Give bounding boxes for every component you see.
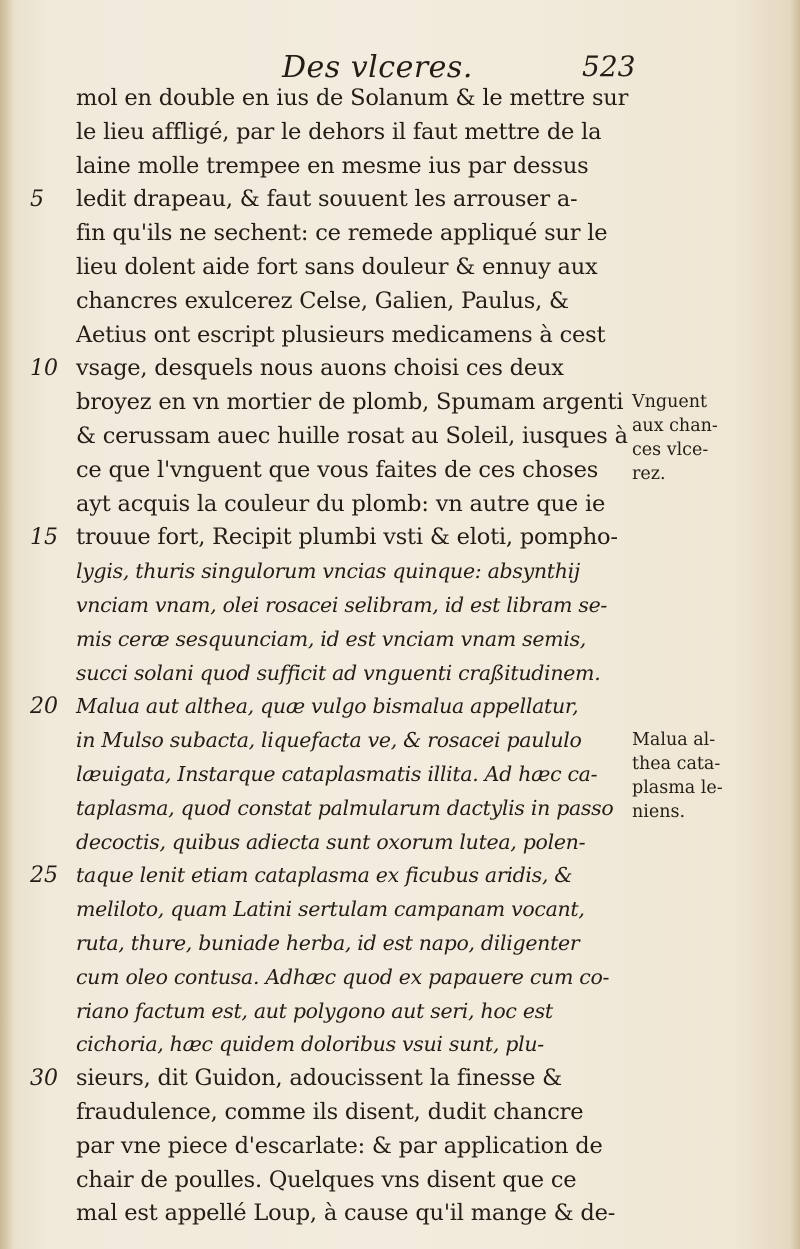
text-line: taplasma, quod constat palmularum dactylis in passo [76,795,614,820]
text-line: chair de poulles. Quelques vns disent que ce [76,1166,577,1193]
page-edge-left [0,0,14,1249]
line-number: 15 [30,525,58,551]
margin-note-line: ces vlce- [632,440,709,461]
margin-note-line: niens. [632,802,686,823]
text-line: ledit drapeau, & faut souuent les arrouser a- [76,186,578,213]
text-line: mol en double en ius de Solanum & le mettre sur [76,85,629,111]
text-line: cum oleo contusa. Adhæc quod ex papauere cum co- [76,964,610,989]
page-number: 523 [582,50,636,83]
text-line: Aetius ont escript plusieurs medicamens à cest [76,321,606,348]
page-header [0,44,800,84]
text-line: fin qu'ils ne sechent: ce remede appliqué sur le [76,220,608,247]
text-line: riano factum est, aut polygono aut seri, hoc est [76,998,553,1023]
text-line: le lieu affligé, par le dehors il faut mettre de la [76,118,602,145]
text-line: lygis, thuris singulorum vncias quinque: absynthij [76,559,580,584]
line-number: 5 [30,187,44,213]
text-line: fraudulence, comme ils disent, dudit chancre [76,1098,584,1125]
text-line: chancres exulcerez Celse, Galien, Paulus, & [76,287,569,314]
text-line: mis ceræ sesquunciam, id est vnciam vnam semis, [76,626,587,651]
line-number: 20 [30,694,58,720]
text-line: sieurs, dit Guidon, adoucissent la finesse & [76,1065,562,1092]
margin-note-line: plasma le- [632,778,723,799]
text-line: ruta, thure, buniade herba, id est napo, diligenter [76,930,580,955]
text-line: ayt acquis la couleur du plomb: vn autre que ie [76,490,606,517]
text-line: læuigata, Instarque cataplasmatis illita. Ad hæc ca- [76,761,598,786]
text-line: in Mulso subacta, liquefacta ve, & rosacei paululo [76,728,582,753]
text-line: Malua aut althea, quæ vulgo bismalua appellatur, [76,694,579,719]
text-line: lieu dolent aide fort sans douleur & ennuy aux [76,253,598,280]
text-line: broyez en vn mortier de plomb, Spumam argenti [76,389,624,416]
margin-note [632,390,792,486]
text-line: laine molle trempee en mesme ius par dessus [76,152,589,179]
text-line: decoctis, quibus adiecta sunt oxorum lutea, polen- [76,829,586,854]
running-title: Des vlceres. [282,50,473,85]
text-line: par vne piece d'escarlate: & par application de [76,1132,603,1159]
text-line: & cerussam auec huille rosat au Soleil, iusques à [76,422,628,449]
margin-note-line: rez. [632,464,666,485]
margin-note [632,728,792,824]
text-line: mal est appellé Loup, à cause qu'il mange & de- [76,1200,616,1227]
margin-note-line: Vnguent [632,392,708,413]
margin-note-line: thea cata- [632,754,721,775]
text-line: cichoria, hæc quidem doloribus vsui sunt, plu- [76,1032,544,1057]
text-line: meliloto, quam Latini sertulam campanam vocant, [76,897,585,922]
line-number: 30 [30,1066,58,1092]
text-line: vnciam vnam, olei rosacei selibram, id est libram se- [76,592,608,617]
margin-note-line: aux chan- [632,416,718,437]
text-line: ce que l'vnguent que vous faites de ces choses [76,456,599,483]
text-line: vsage, desquels nous auons choisi ces deux [76,355,564,382]
text-line: taque lenit etiam cataplasma ex ficubus aridis, & [76,863,573,888]
text-line: succi solani quod sufficit ad vnguenti craßitudinem. [76,660,601,685]
line-number: 10 [30,356,58,382]
line-number: 25 [30,863,58,889]
margin-note-line: Malua al- [632,730,716,751]
page-edge-right [790,0,800,1249]
text-line: trouue fort, Recipit plumbi vsti & eloti, pompho- [76,524,618,551]
body-text [76,82,636,1231]
